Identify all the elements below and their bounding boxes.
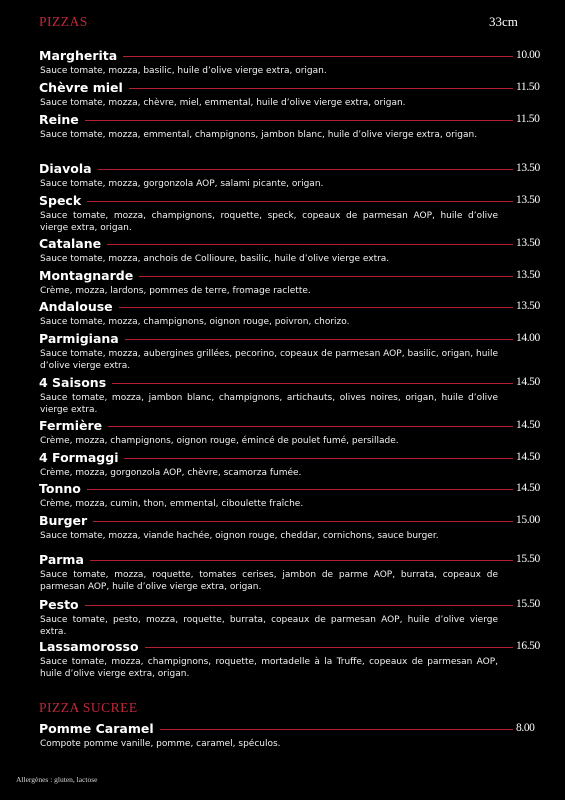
menu-item-name: Speck <box>39 193 87 208</box>
menu-item-description: Sauce tomate, mozza, champignons, oignon rouge, poivron, chorizo. <box>40 317 350 327</box>
menu-item-name: Parma <box>39 552 90 567</box>
menu-item-name: Fermière <box>39 418 108 433</box>
menu-item-description: Sauce tomate, mozza, aubergines grillées, pecorino, copeaux de parmesan AOP, basilic, origan, huile d’olive vierge extra. <box>40 349 498 371</box>
menu-item <box>0 552 565 592</box>
menu-item-name: Diavola <box>39 161 98 176</box>
menu-item-price: 14.50 <box>516 482 540 494</box>
menu-item-row <box>0 552 565 568</box>
menu-item <box>0 193 565 233</box>
menu-item <box>0 299 565 327</box>
pizzas-section-title: PIZZAS <box>39 14 88 29</box>
leader-line <box>39 605 513 606</box>
menu-item-price: 13.50 <box>516 162 540 174</box>
menu-item-price: 13.50 <box>516 300 540 312</box>
menu-item-name: Catalane <box>39 236 107 251</box>
menu-item <box>0 450 565 478</box>
menu-item-name: 4 Formaggi <box>39 450 124 465</box>
menu-item <box>0 639 565 679</box>
menu-item <box>0 48 565 76</box>
menu-item-description: Sauce tomate, mozza, anchois de Collioure, basilic, huile d’olive vierge extra. <box>40 254 390 264</box>
leader-line <box>39 169 513 170</box>
menu-item-description: Crème, mozza, lardons, pommes de terre, fromage raclette. <box>40 286 311 296</box>
leader-line <box>39 426 513 427</box>
menu-item-row <box>0 48 565 64</box>
menu-item-row <box>0 450 565 466</box>
menu-item <box>0 418 565 446</box>
menu-item <box>0 721 565 749</box>
menu-item-price: 14.50 <box>516 451 540 463</box>
menu-item-description: Sauce tomate, mozza, champignons, roquette, mortadelle à la Truffe, copeaux de parmesan AOP, huile d’olive vierge extra, origan. <box>40 657 498 679</box>
menu-item-price: 11.50 <box>516 113 540 125</box>
leader-line <box>39 521 513 522</box>
size-label: 33cm <box>489 14 518 29</box>
menu-item-description: Compote pomme vanille, pomme, caramel, spéculos. <box>40 739 281 749</box>
menu-item-name: Andalouse <box>39 299 119 314</box>
menu-item-row <box>0 418 565 434</box>
menu-item-name: Burger <box>39 513 93 528</box>
leader-line <box>39 201 513 202</box>
menu-item <box>0 236 565 264</box>
menu-item <box>0 331 565 371</box>
menu-item-description: Sauce tomate, mozza, gorgonzola AOP, salami picante, origan. <box>40 179 324 189</box>
menu-item <box>0 481 565 509</box>
menu-item-description: Crème, mozza, cumin, thon, emmental, ciboulette fraîche. <box>40 499 304 509</box>
menu-item-price: 14.00 <box>516 332 540 344</box>
menu-item <box>0 161 565 189</box>
menu-item <box>0 513 565 541</box>
menu-item-description: Sauce tomate, mozza, viande hachée, oignon rouge, cheddar, cornichons, sauce burger. <box>40 531 439 541</box>
menu-item-row <box>0 639 565 655</box>
menu-item-row <box>0 513 565 529</box>
menu-item-row <box>0 161 565 177</box>
menu-item-description: Sauce tomate, mozza, chèvre, miel, emmental, huile d’olive vierge extra, origan. <box>40 98 406 108</box>
menu-item-description: Sauce tomate, mozza, champignons, roquette, speck, copeaux de parmesan AOP, huile d’olive vierge extra, origan. <box>40 211 498 233</box>
menu-item <box>0 80 565 108</box>
menu-item-row <box>0 375 565 391</box>
menu-item-name: Margherita <box>39 48 123 63</box>
menu-item-price: 16.50 <box>516 640 540 652</box>
menu-item-price: 13.50 <box>516 194 540 206</box>
menu-item-name: Pomme Caramel <box>39 721 160 736</box>
menu-item-name: Reine <box>39 112 85 127</box>
menu-item-row <box>0 597 565 613</box>
menu-item-price: 10.00 <box>516 49 540 61</box>
menu-item-description: Crème, mozza, champignons, oignon rouge, émincé de poulet fumé, persillade. <box>40 436 399 446</box>
menu-item-name: Lassamorosso <box>39 639 145 654</box>
menu-item <box>0 268 565 296</box>
menu-item-row <box>0 331 565 347</box>
menu-item-description: Sauce tomate, mozza, basilic, huile d’olive vierge extra, origan. <box>40 66 327 76</box>
menu-item-description: Sauce tomate, pesto, mozza, roquette, burrata, copeaux de parmesan AOP, huile d’olive vierge extra. <box>40 615 498 637</box>
menu-item-row <box>0 481 565 497</box>
menu-item-price: 14.50 <box>516 376 540 388</box>
menu-item-row <box>0 193 565 209</box>
menu-item-row <box>0 112 565 128</box>
menu-item-price: 13.50 <box>516 237 540 249</box>
menu-item-name: Chèvre miel <box>39 80 129 95</box>
menu-item-description: Sauce tomate, mozza, emmental, champignons, jambon blanc, huile d’olive vierge extra, origan. <box>40 130 478 140</box>
menu-item-price: 15.50 <box>516 553 540 565</box>
menu-item <box>0 597 565 637</box>
menu-item-price: 14.50 <box>516 419 540 431</box>
menu-item-price: 11.50 <box>516 81 540 93</box>
menu-item-name: Pesto <box>39 597 85 612</box>
menu-item <box>0 375 565 415</box>
menu-item <box>0 112 565 140</box>
menu-item-price: 15.00 <box>516 514 540 526</box>
leader-line <box>39 489 513 490</box>
menu-item-price: 13.50 <box>516 269 540 281</box>
leader-line <box>39 120 513 121</box>
menu-item-row <box>0 721 565 737</box>
menu-item-name: Parmigiana <box>39 331 125 346</box>
menu-item-row <box>0 236 565 252</box>
sweet-section-title: PIZZA SUCREE <box>39 700 138 715</box>
leader-line <box>39 244 513 245</box>
menu-item-description: Sauce tomate, mozza, jambon blanc, champignons, artichauts, olives noires, origan, huile d’olive vierge extra. <box>40 393 498 415</box>
menu-item-name: 4 Saisons <box>39 375 112 390</box>
menu-item-price: 15.50 <box>516 598 540 610</box>
menu-item-row <box>0 268 565 284</box>
menu-item-row <box>0 80 565 96</box>
leader-line <box>39 560 513 561</box>
menu-item-price: 8.00 <box>516 722 535 734</box>
menu-item-description: Sauce tomate, mozza, roquette, tomates cerises, jambon de parme AOP, burrata, copeaux de parmesan AOP, huile d’olive vierge extra, origan. <box>40 570 498 592</box>
menu-item-row <box>0 299 565 315</box>
menu-item-name: Montagnarde <box>39 268 139 283</box>
menu-item-description: Crème, mozza, gorgonzola AOP, chèvre, scamorza fumée. <box>40 468 302 478</box>
allergen-note: Allergènes : gluten, lactose <box>16 775 98 784</box>
menu-item-name: Tonno <box>39 481 87 496</box>
